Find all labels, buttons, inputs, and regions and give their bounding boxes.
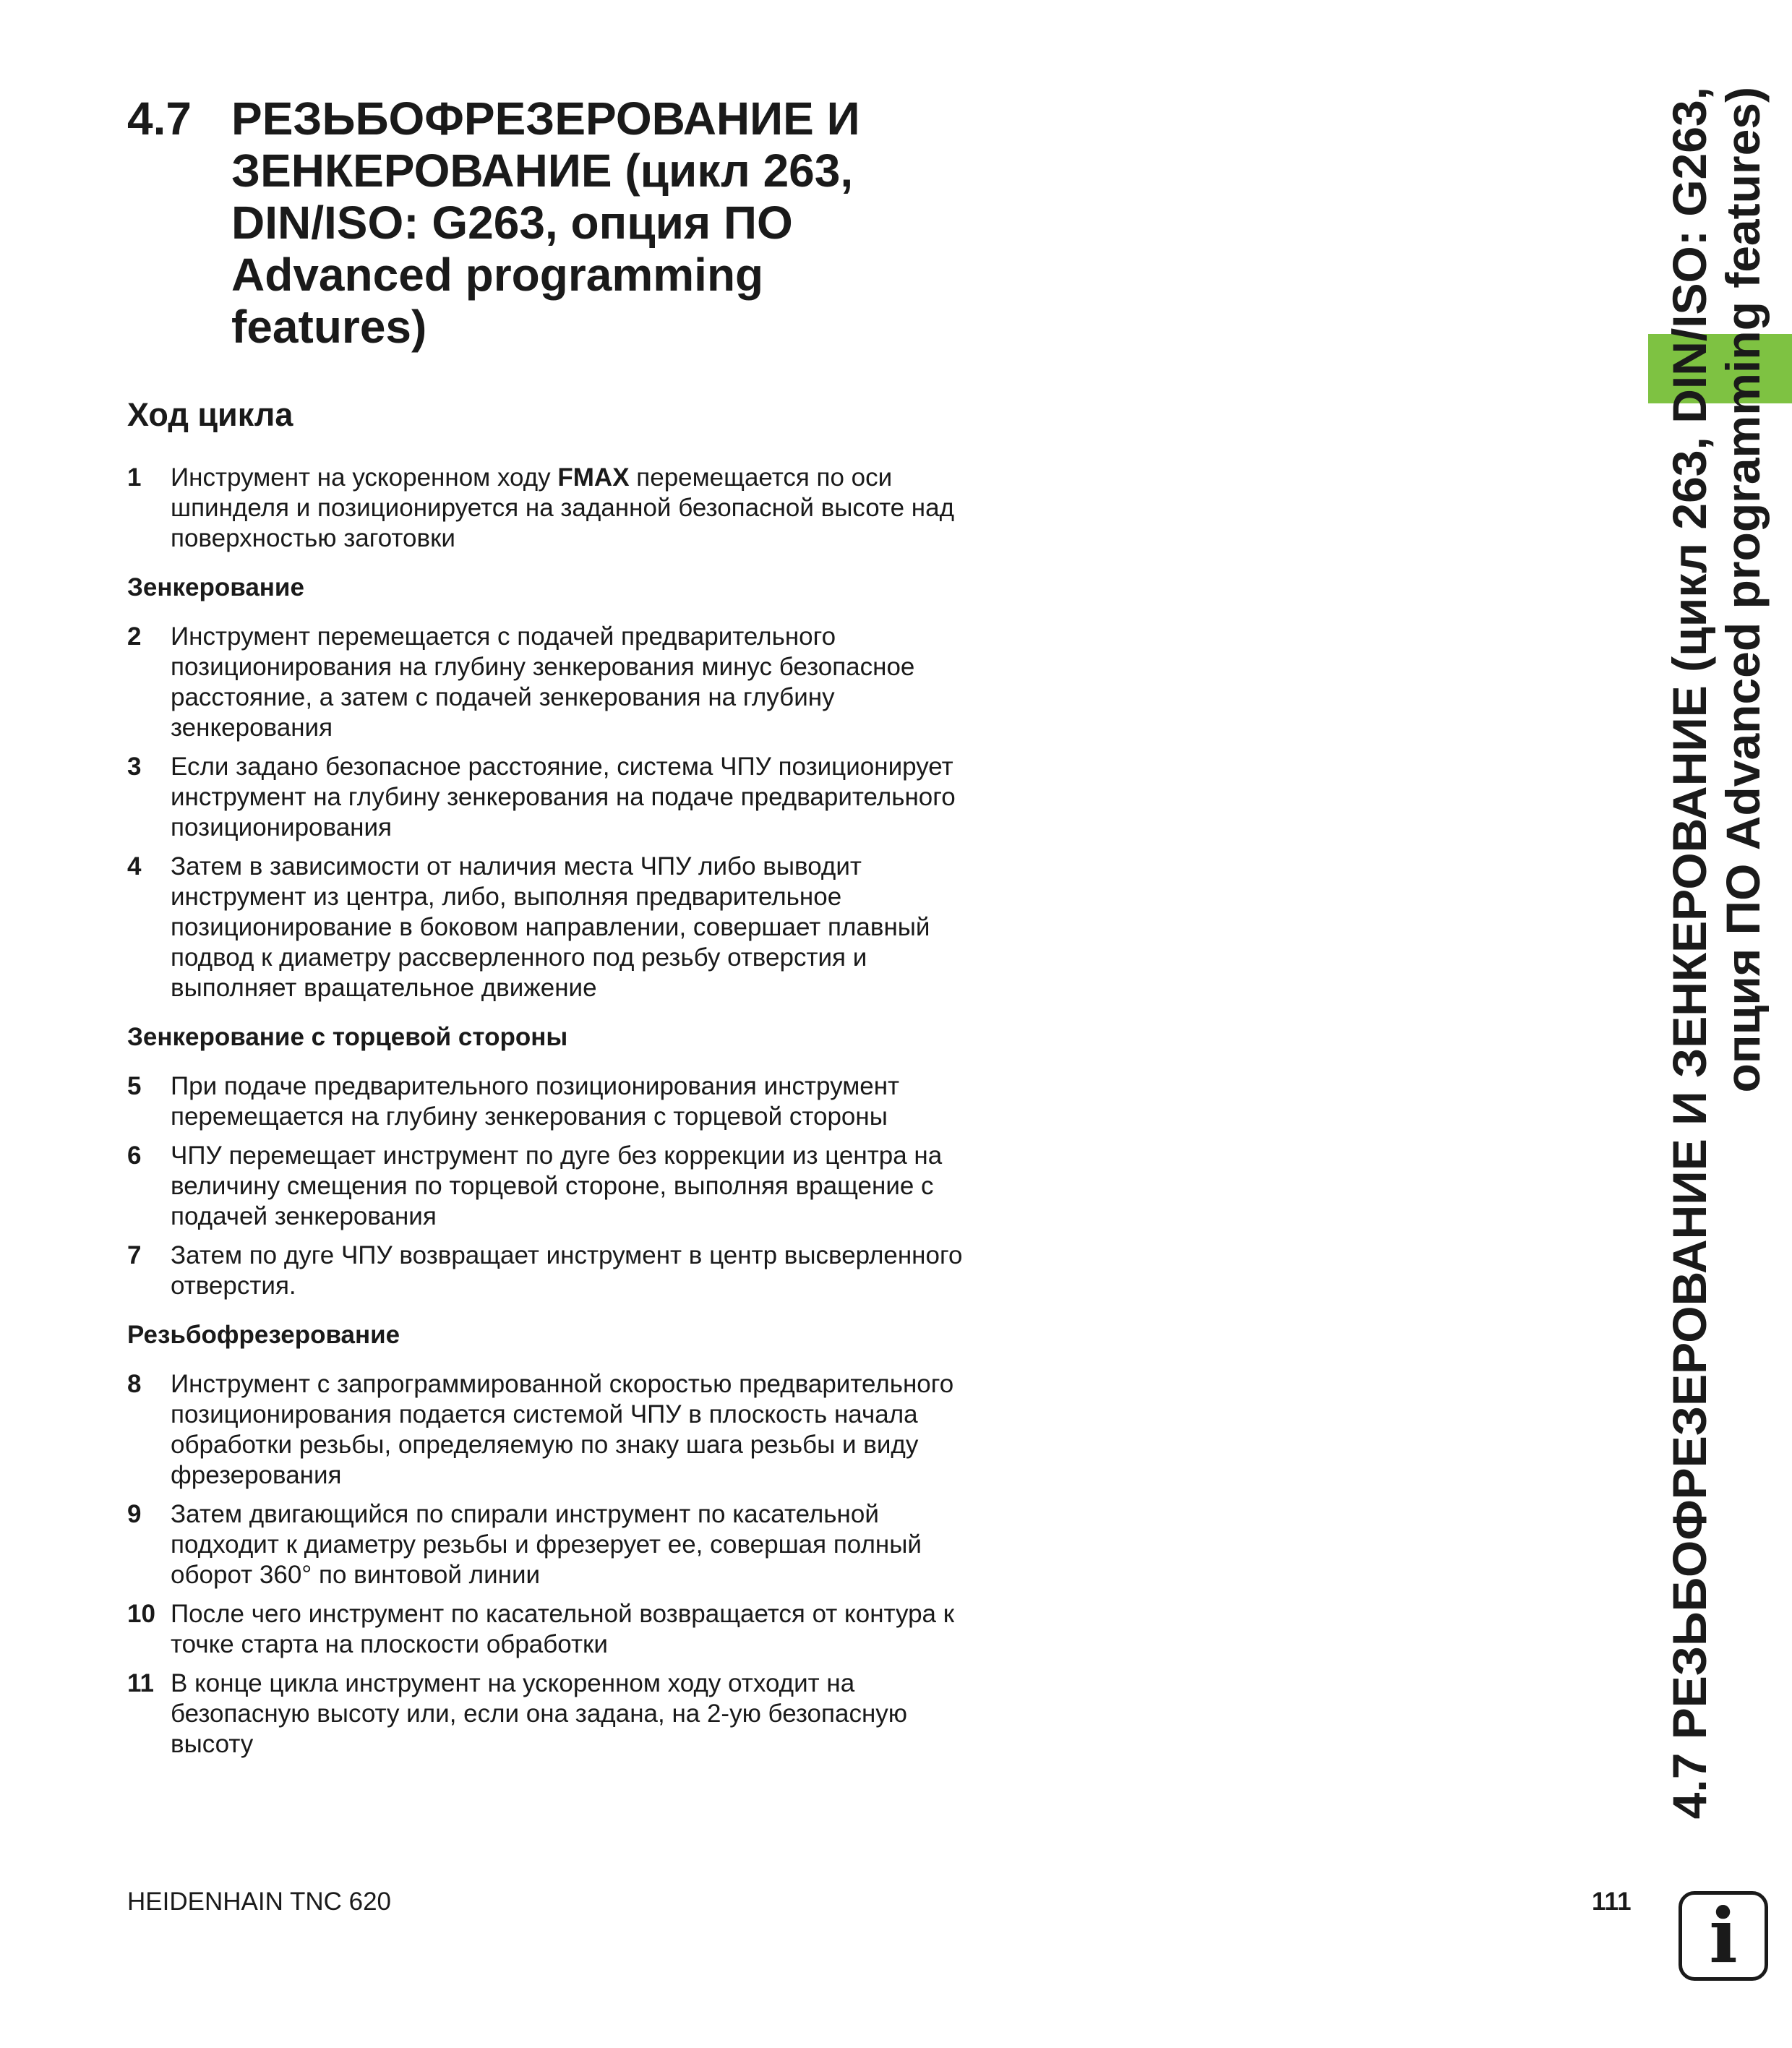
item-number: 6: [127, 1141, 142, 1170]
item-text: В конце цикла инструмент на ускоренном ходу отходит на безопасную высоту или, если она задана, на 2-ую безопасную высоту: [171, 1669, 908, 1758]
footer-product: HEIDENHAIN TNC 620: [127, 1888, 392, 1916]
chapter-title-text: [231, 93, 959, 353]
item-text: После чего инструмент по касательной возвращается от контура к точке старта на плоскости обработки: [171, 1600, 955, 1658]
list-item: [127, 463, 966, 554]
item-text: Затем в зависимости от наличия места ЧПУ либо выводит инструмент из центра, либо, выполняя предварительное позиционирование в боковом направлении, совершает плавный подвод к диаметру рассверленного под резьбу отверстия и выполняет вращательное движение: [171, 852, 930, 1002]
chapter-title-line: DIN/ISO: G263, опция ПО: [231, 197, 793, 249]
list-item: [127, 752, 966, 843]
item-text: При подаче предварительного позиционирования инструмент перемещается на глубину зенкерования с торцевой стороны: [171, 1072, 900, 1131]
item-number: 1: [127, 463, 142, 492]
cycle-steps: [127, 463, 966, 1768]
item-number: 3: [127, 753, 142, 781]
list-item: [127, 1499, 966, 1590]
chapter-title-line: ЗЕНКЕРОВАНИЕ (цикл 263,: [231, 145, 854, 197]
item-number: 11: [127, 1669, 154, 1697]
subheading-thread-milling: Резьбофрезерование: [127, 1321, 400, 1349]
item-text: Затем двигающийся по спирали инструмент по касательной подходит к диаметру резьбы и фрезерует ее, совершая полный оборот 360° по винтовой линии: [171, 1500, 922, 1589]
list-item: [127, 1071, 966, 1132]
info-icon: [1679, 1891, 1768, 1981]
item-text: Инструмент с запрограммированной скоростью предварительного позиционирования подается системой ЧПУ в плоскость начала обработки резьбы, определяемую по знаку шага резьбы и виду фрезерования: [171, 1370, 954, 1489]
list-item: [127, 1668, 966, 1760]
chapter-title-line: Advanced programming: [231, 249, 764, 301]
item-number: 10: [127, 1600, 155, 1628]
fmax-keyword: FMAX: [557, 463, 630, 492]
subheading-countersinking: Зенкерование: [127, 573, 304, 601]
item-number: 9: [127, 1500, 142, 1528]
section-heading: Ход цикла: [127, 396, 293, 433]
list-item: [127, 1369, 966, 1491]
side-running-title: [1663, 87, 1770, 1851]
side-title-line: 4.7 РЕЗЬБОФРЕЗЕРОВАНИЕ И ЗЕНКЕРОВАНИЕ (цикл 263, DIN/ISO: G263,: [1663, 87, 1716, 1820]
list-item: [127, 1599, 966, 1660]
list-item: [127, 1241, 966, 1301]
chapter-title: [127, 93, 959, 353]
list-item: [127, 1141, 966, 1232]
item-number: 5: [127, 1072, 142, 1100]
subheading-face-countersinking: Зенкерование с торцевой стороны: [127, 1023, 568, 1051]
item-text: Затем по дуге ЧПУ возвращает инструмент в центр высверленного отверстия.: [171, 1241, 963, 1300]
chapter-title-line: features): [231, 301, 427, 353]
list-item: [127, 852, 966, 1003]
page-number: 111: [1592, 1888, 1632, 1916]
item-text: Если задано безопасное расстояние, система ЧПУ позиционирует инструмент на глубину зенкерования на подаче предварительного позиционирования: [171, 753, 956, 841]
item-number: 2: [127, 622, 142, 651]
chapter-title-line: РЕЗЬБОФРЕЗЕРОВАНИЕ И: [231, 93, 860, 145]
item-text: Инструмент перемещается с подачей предварительного позиционирования на глубину зенкерования минус безопасное расстояние, а затем с подачей зенкерования на глубину зенкерования: [171, 622, 915, 742]
side-title-line: опция ПО Advanced programming features): [1716, 87, 1770, 1093]
item-text: Инструмент на ускоренном ходу FMAX перемещается по оси шпинделя и позиционируется на заданной безопасной высоте над поверхностью заготовки: [171, 463, 955, 552]
info-glyph: i: [1709, 1891, 1738, 1980]
item-number: 4: [127, 852, 142, 881]
chapter-number: 4.7: [127, 93, 192, 145]
list-item: [127, 622, 966, 743]
item-number: 7: [127, 1241, 142, 1269]
item-text: ЧПУ перемещает инструмент по дуге без коррекции из центра на величину смещения по торцевой стороне, выполняя вращение с подачей зенкерования: [171, 1141, 943, 1230]
item-number: 8: [127, 1370, 142, 1398]
